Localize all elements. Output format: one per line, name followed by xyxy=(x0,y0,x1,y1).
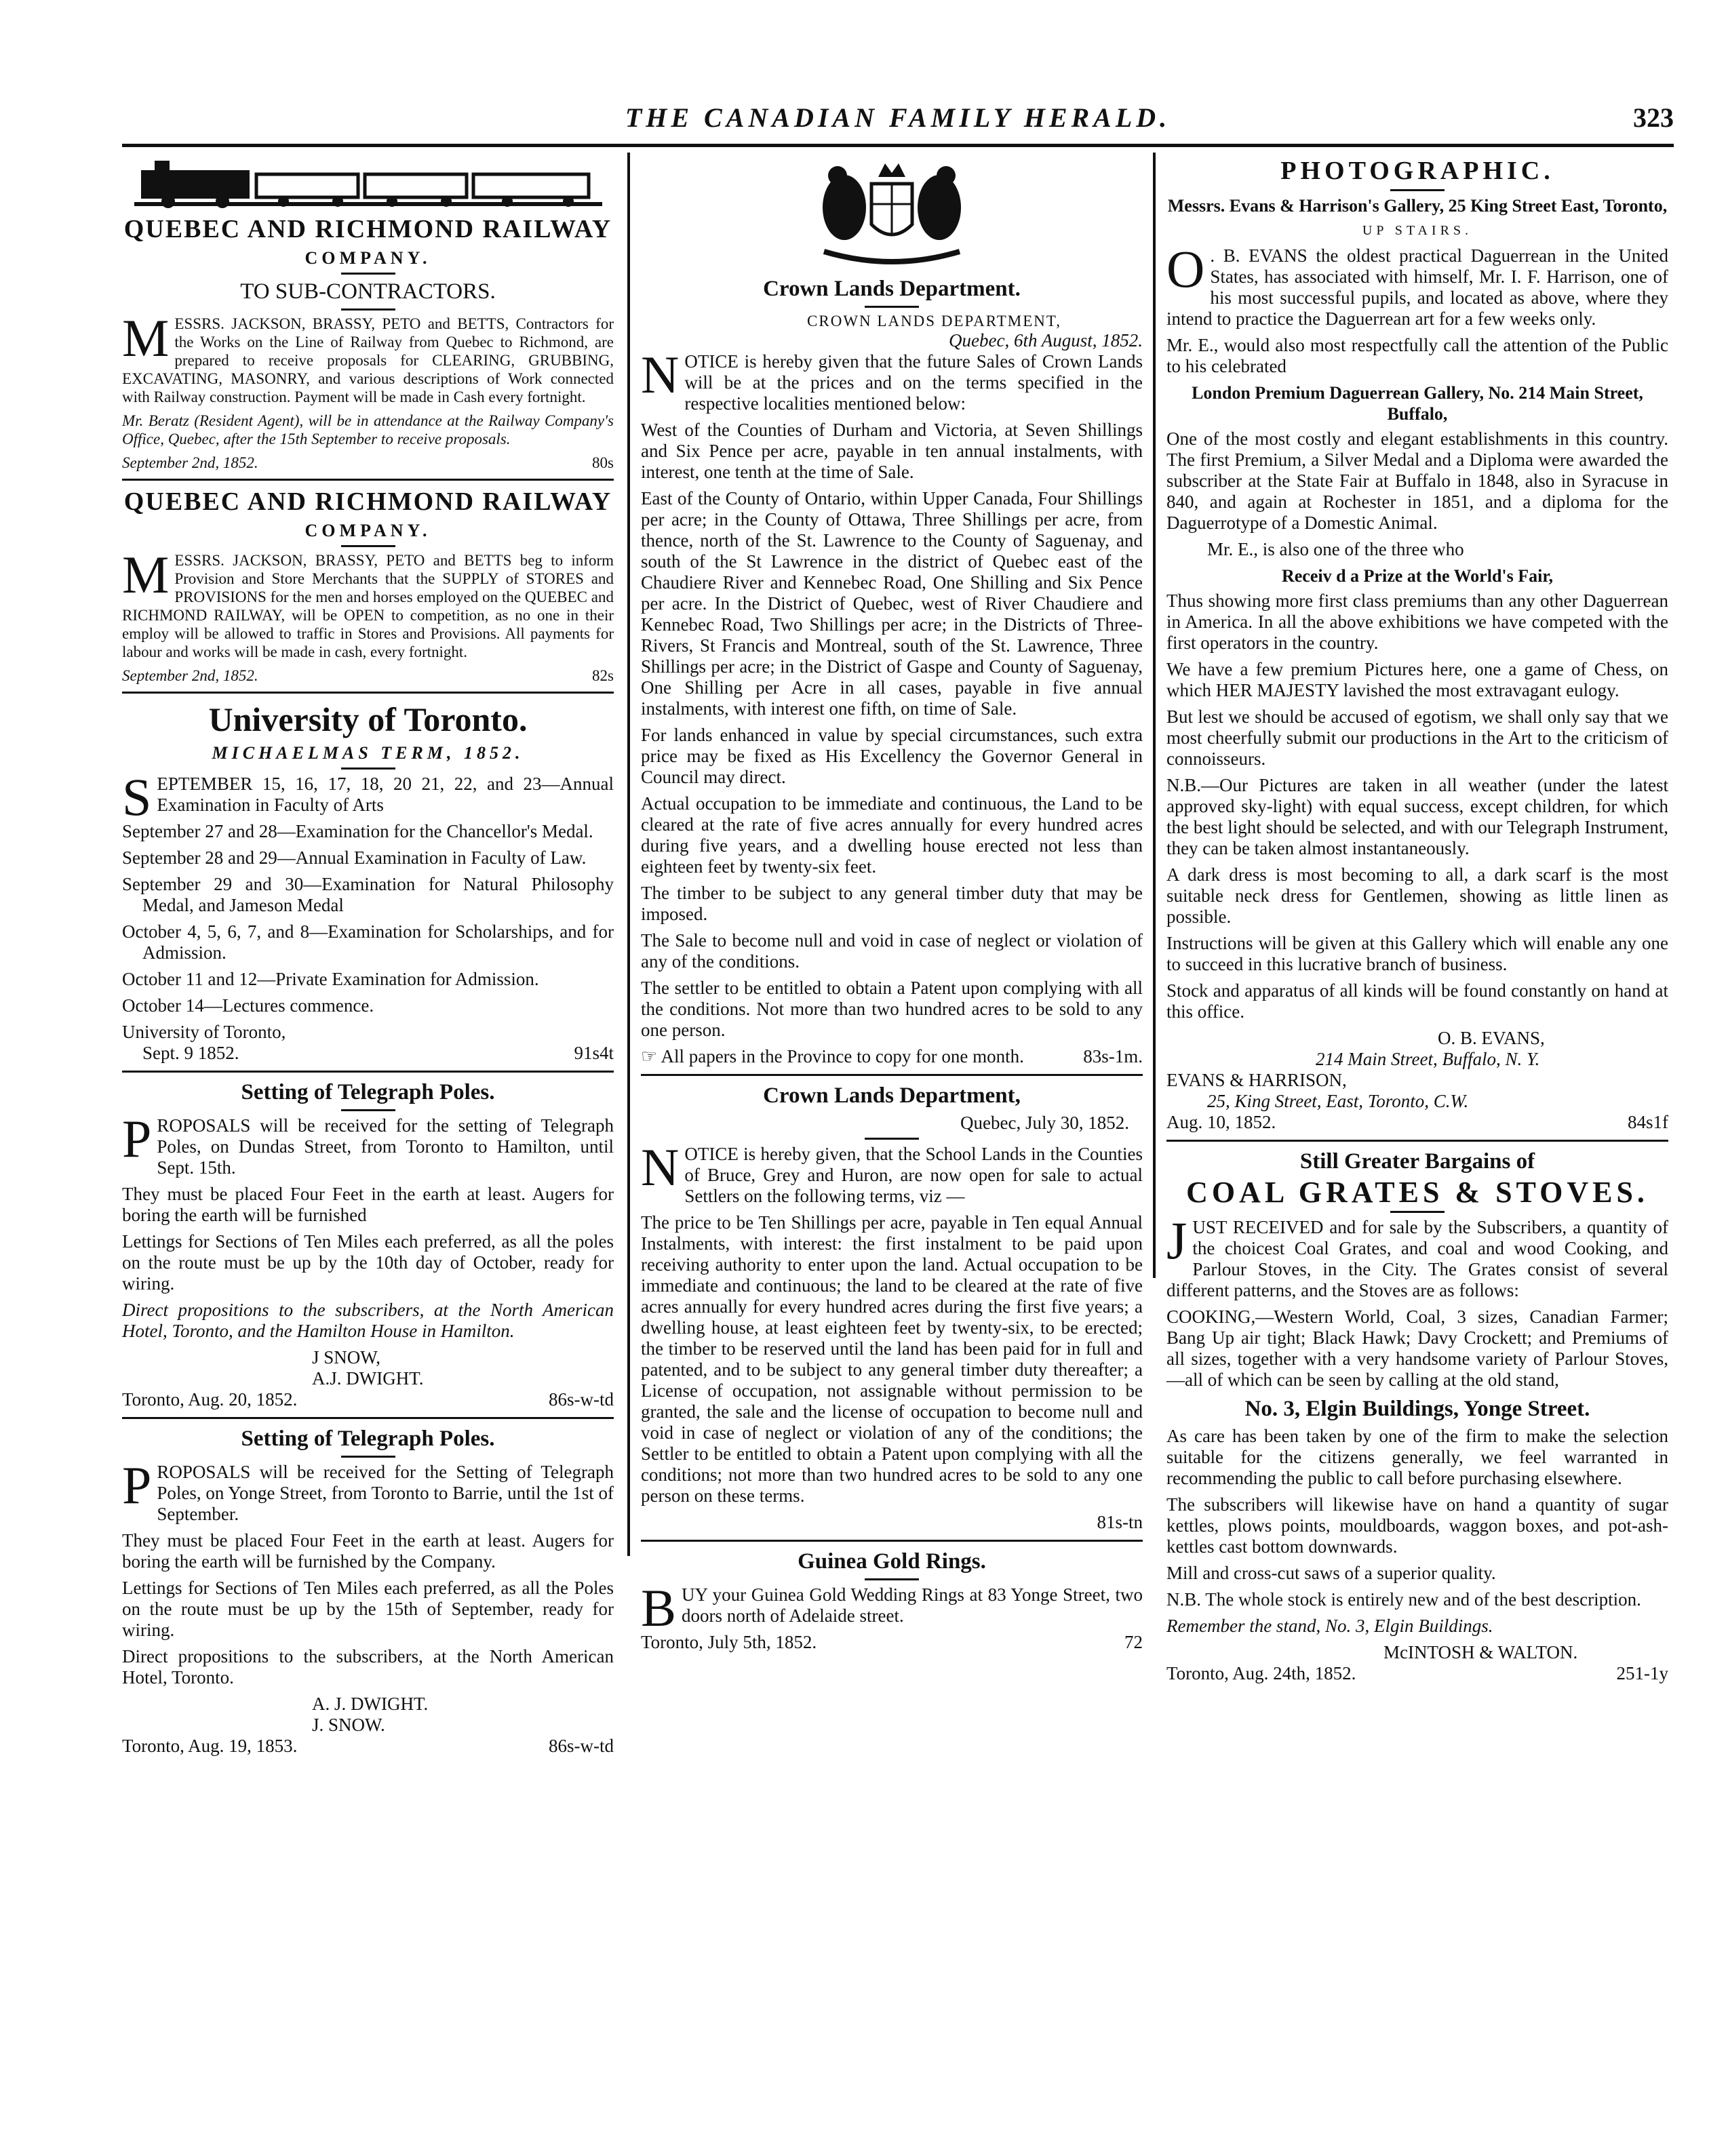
short-rule xyxy=(341,308,395,311)
photographic-para: But lest we should be accused of egotism, we shall only say that we most cheerfully submit our productions in the Art to the criticism of connoisseurs. xyxy=(1166,706,1668,769)
photographic-up-stairs: UP STAIRS. xyxy=(1362,223,1473,238)
crown-lands-1-date: Quebec, 6th August, 1852. xyxy=(949,330,1143,351)
railway-ad-2 xyxy=(122,487,614,685)
crown-lands-1-notice: OTICE is hereby given that the future Sales of Crown Lands will be at the prices and on the terms specified in the respective localities mentioned below: xyxy=(684,351,1143,414)
photographic-date: Aug. 10, 1852. xyxy=(1166,1112,1276,1132)
photographic-signer: O. B. EVANS, xyxy=(1438,1028,1545,1048)
photographic-code: 84s1f xyxy=(1628,1112,1668,1132)
royal-coat-of-arms-illustration xyxy=(797,157,987,272)
photographic-para: We have a few premium Pictures here, one a game of Chess, on which HER MAJESTY lavished the most extravagant eulogy. xyxy=(1166,659,1668,700)
separator xyxy=(641,1540,1143,1542)
telegraph-ad-2-body: ROPOSALS will be received for the Setting of Telegraph Poles, on Yonge Street, from Toronto to Barrie, until the 1st of September. xyxy=(157,1462,614,1524)
railway-ad-1 xyxy=(122,157,614,472)
crown-lands-2-notice: OTICE is hereby given, that the School Lands in the Counties of Bruce, Grey and Huron, are now open for sale to actual Settlers on the following terms, viz — xyxy=(684,1144,1143,1206)
column-3 xyxy=(1166,153,1668,1712)
gold-rings-body: UY your Guinea Gold Wedding Rings at 83 Yonge Street, two doors north of Adelaide street. xyxy=(682,1584,1143,1626)
short-rule xyxy=(865,1578,919,1580)
photographic-para: Mr. E., would also most respectfully call the attention of the Public to his celebrated xyxy=(1166,335,1668,376)
coal-grates-reminder: Remember the stand, No. 3, Elgin Buildings. xyxy=(1166,1616,1493,1636)
telegraph-ad-1-para: Direct propositions to the subscribers, at the North American Hotel, Toronto, and the Hamilton House in Hamilton. xyxy=(122,1300,614,1341)
coal-grates-heading: COAL GRATES & STOVES. xyxy=(1186,1176,1649,1209)
drop-cap: B xyxy=(641,1578,677,1637)
photographic-firm: EVANS & HARRISON, xyxy=(1166,1070,1347,1090)
telegraph-ad-2 xyxy=(122,1426,614,1757)
drop-cap: M xyxy=(122,545,170,604)
crown-lands-1-para: For lands enhanced in value by special circumstances, such extra price may be fixed as His Excellency the Governor General in Council may direct. xyxy=(641,725,1143,787)
crown-lands-ad-2 xyxy=(641,1083,1143,1533)
masthead-title: THE CANADIAN FAMILY HERALD. xyxy=(625,102,1171,133)
short-rule xyxy=(341,545,395,547)
crown-lands-1-para: The settler to be entitled to obtain a Patent upon complying with all the conditions. Not more than two hundred acres to be sold to any one person. xyxy=(641,978,1143,1040)
drop-cap: P xyxy=(122,1456,152,1515)
coal-grates-signer: McINTOSH & WALTON. xyxy=(1383,1642,1578,1662)
crown-lands-1-para: The timber to be subject to any general timber duty that may be imposed. xyxy=(641,883,1143,924)
short-rule xyxy=(1390,1211,1445,1213)
university-signature: University of Toronto, xyxy=(122,1022,286,1042)
telegraph-ad-1-signer: J SNOW, xyxy=(312,1347,381,1368)
telegraph-ad-2-code: 86s-w-td xyxy=(549,1736,614,1756)
telegraph-ad-2-signer: A. J. DWIGHT. xyxy=(312,1694,429,1714)
crown-lands-2-code: 81s-tn xyxy=(1097,1512,1143,1532)
column-1 xyxy=(122,153,614,1756)
gold-rings-ad xyxy=(641,1549,1143,1653)
coal-grates-code: 251-1y xyxy=(1616,1663,1668,1683)
separator xyxy=(122,1417,614,1419)
telegraph-ad-1-signer: A.J. DWIGHT. xyxy=(312,1368,424,1389)
crown-lands-2-date: Quebec, July 30, 1852. xyxy=(960,1113,1129,1133)
photographic-firm-address: 25, King Street, East, Toronto, C.W. xyxy=(1207,1091,1469,1111)
telegraph-ad-1-code: 86s-w-td xyxy=(549,1389,614,1410)
separator xyxy=(122,692,614,694)
telegraph-ad-1-para: Lettings for Sections of Ten Miles each preferred, as all the poles on the route must be up by the 10th day of October, ready for wiring. xyxy=(122,1231,614,1294)
coal-grates-address: No. 3, Elgin Buildings, Yonge Street. xyxy=(1244,1397,1590,1421)
drop-cap: N xyxy=(641,1138,680,1197)
university-item: September 27 and 28—Examination for the Chancellor's Medal. xyxy=(122,821,593,841)
railway-ad-1-heading: QUEBEC AND RICHMOND RAILWAY xyxy=(123,215,612,243)
coal-grates-date: Toronto, Aug. 24th, 1852. xyxy=(1166,1663,1356,1683)
column-2 xyxy=(641,153,1143,1712)
page-number: 323 xyxy=(1633,102,1674,133)
crown-lands-1-note: ☞ All papers in the Province to copy for one month. xyxy=(641,1046,1024,1066)
university-item: October 4, 5, 6, 7, and 8—Examination for Scholarships, and for Admission. xyxy=(122,921,614,963)
short-rule xyxy=(341,767,395,770)
railway-ad-1-note: Mr. Beratz (Resident Agent), will be in attendance at the Railway Company's Office, Quebec, after the 15th September to receive proposals. xyxy=(122,412,614,447)
separator xyxy=(641,1074,1143,1076)
railway-ad-2-code: 82s xyxy=(592,667,614,684)
short-rule xyxy=(865,1138,919,1140)
drop-cap: P xyxy=(122,1109,152,1168)
drop-cap: O xyxy=(1166,239,1205,298)
telegraph-ad-1-body: ROPOSALS will be received for the setting of Telegraph Poles, on Dundas Street, from Toronto to Hamilton, until Sept. 15th. xyxy=(157,1115,614,1178)
university-heading: University of Toronto. xyxy=(208,700,528,738)
telegraph-ad-1-date: Toronto, Aug. 20, 1852. xyxy=(122,1389,298,1410)
photographic-gallery-address: Messrs. Evans & Harrison's Gallery, 25 King Street East, Toronto, xyxy=(1167,196,1668,216)
coal-grates-para: N.B. The whole stock is entirely new and of the best description. xyxy=(1166,1589,1641,1610)
gold-rings-heading: Guinea Gold Rings. xyxy=(798,1549,986,1574)
separator xyxy=(1166,1140,1668,1142)
photographic-para: Instructions will be given at this Gallery which will enable any one to succeed in this lucrative branch of business. xyxy=(1166,933,1668,974)
telegraph-ad-2-para: They must be placed Four Feet in the earth at least. Augers for boring the earth will be furnished by the Company. xyxy=(122,1530,614,1572)
drop-cap: N xyxy=(641,345,680,404)
photographic-prize: Receiv d a Prize at the World's Fair, xyxy=(1281,566,1554,586)
university-code: 91s4t xyxy=(574,1043,614,1063)
railway-ad-2-subheading: COMPANY. xyxy=(305,521,431,540)
coal-grates-intro: UST RECEIVED and for sale by the Subscribers, a quantity of the choicest Coal Grates, and coal and wood Cooking, and Parlour Stoves, in the City. The Grates consist of several different patterns, and the Stoves are as follows: xyxy=(1166,1217,1668,1300)
crown-lands-1-para: East of the County of Ontario, within Upper Canada, Four Shillings per acre; in the County of Ottawa, Three Shillings per acre, from thence, north of the St. Lawrence to the County of Saguenay, and south of the St Lawrence in the district of Quebec east of the Chaudiere River and Kennebec Road, One Shilling and Six Pence per acre. In the District of Quebec, west of River Chaudiere and Kennebec Road, Two Shillings per acre; in the Districts of Three-Rivers, St Francis and Montreal, south of the St. Lawrence, Three Shillings per acre; in the District of Gaspe and County of Saguenay, One Shilling per Acre in all cases, payable in five annual instalments, with interest one fifth, on time of Sale. xyxy=(641,488,1143,719)
separator xyxy=(122,479,614,481)
university-date: Sept. 9 1852. xyxy=(142,1043,239,1063)
telegraph-ad-1 xyxy=(122,1079,614,1410)
short-rule xyxy=(341,1109,395,1111)
photographic-para: N.B.—Our Pictures are taken in all weather (under the latest approved sky-light) with equal success, except children, for which the best light should be selected, and with our Telegraph Instrument, they can be taken almost instantaneously. xyxy=(1166,775,1668,858)
university-item: October 14—Lectures commence. xyxy=(122,995,374,1016)
drop-cap: J xyxy=(1166,1211,1187,1270)
photographic-para: Thus showing more first class premiums than any other Daguerrean in America. In all the above exhibitions we have competed with the first operators in the country. xyxy=(1166,591,1668,653)
railway-ad-1-title: TO SUB-CONTRACTORS. xyxy=(240,279,496,304)
photographic-para: A dark dress is most becoming to all, a dark scarf is the most suitable neck dress for Gentlemen, showing as little linen as possible. xyxy=(1166,864,1668,927)
column-divider-1 xyxy=(627,153,630,1556)
railway-ad-1-date: September 2nd, 1852. xyxy=(122,454,258,471)
railway-ad-2-heading: QUEBEC AND RICHMOND RAILWAY xyxy=(123,487,612,516)
university-item: October 11 and 12—Private Examination for Admission. xyxy=(122,969,539,989)
railway-ad-2-body: ESSRS. JACKSON, BRASSY, PETO and BETTS beg to inform Provision and Store Merchants that the SUPPLY of STORES and PROVISIONS for the men and horses employed on the QUEBEC and RICHMOND RAILWAY, will be OPEN to competition, as no one in their employ will be allowed to traffic in Stores and Provisions. All payments for labour and works will be made in cash, every fortnight. xyxy=(122,552,614,660)
short-rule xyxy=(341,1456,395,1458)
photographic-premium-gallery: London Premium Daguerrean Gallery, No. 214 Main Street, Buffalo, xyxy=(1192,383,1643,424)
university-lead: EPTEMBER 15, 16, 17, 18, 20 21, 22, and 23—Annual Examination in Faculty of Arts xyxy=(157,774,614,815)
crown-lands-1-para: West of the Counties of Durham and Victoria, at Seven Shillings and Six Pence per acre, payable in ten annual instalments, with interest, one tenth at the time of Sale. xyxy=(641,420,1143,482)
telegraph-ad-2-signer: J. SNOW. xyxy=(312,1715,385,1735)
university-ad xyxy=(122,700,614,1064)
coal-grates-subheading: Still Greater Bargains of xyxy=(1299,1149,1535,1174)
railway-ad-1-subheading: COMPANY. xyxy=(305,248,431,268)
telegraph-ad-2-para: Direct propositions to the subscribers, at the North American Hotel, Toronto. xyxy=(122,1646,614,1688)
photographic-ad xyxy=(1166,157,1668,1133)
university-term: MICHAELMAS TERM, 1852. xyxy=(212,743,524,763)
drop-cap: M xyxy=(122,308,170,367)
short-rule xyxy=(341,273,395,275)
photographic-para: One of the most costly and elegant establishments in this country. The first Premium, a Silver Medal and a Diploma were awarded the subscriber at the State Fair at Buffalo in 1848, also in Syracuse in 840, and again at Rochester in 1851, and a diploma for the Daguerrotype of a Domestic Animal. xyxy=(1166,428,1668,533)
telegraph-ad-1-heading: Setting of Telegraph Poles. xyxy=(241,1080,495,1104)
crown-lands-1-para: The Sale to become null and void in case of neglect or violation of any of the conditions. xyxy=(641,930,1143,972)
crown-lands-ad-1 xyxy=(641,276,1143,1067)
telegraph-ad-2-date: Toronto, Aug. 19, 1853. xyxy=(122,1736,298,1756)
coal-grates-para: The subscribers will likewise have on hand a quantity of sugar kettles, plows points, mouldboards, waggon boxes, and pot-ash-kettles cast bottom downwards. xyxy=(1166,1494,1668,1557)
coal-grates-para: COOKING,—Western World, Coal, 3 sizes, Canadian Farmer; Bang Up air tight; Black Hawk; Davy Crockett; and Premiums of all sizes, together with a very handsome variety of Parlour Stoves,—all of which can be seen by calling at the old stand, xyxy=(1166,1306,1668,1390)
telegraph-ad-2-para: Lettings for Sections of Ten Miles each preferred, as all the Poles on the route must be up by the 15th of September, ready for wiring. xyxy=(122,1578,614,1640)
gold-rings-code: 72 xyxy=(1124,1632,1143,1652)
photographic-intro: . B. EVANS the oldest practical Daguerrean in the United States, has associated with himself, Mr. I. F. Harrison, one of his most successful pupils, and located as above, where they intend to practice the Daguerrean art for a few weeks only. xyxy=(1166,245,1668,329)
railway-ad-2-date: September 2nd, 1852. xyxy=(122,667,258,684)
separator xyxy=(122,1071,614,1073)
coal-grates-ad xyxy=(1166,1149,1668,1684)
telegraph-ad-1-para: They must be placed Four Feet in the earth at least. Augers for boring the earth will be furnished xyxy=(122,1184,614,1225)
crown-lands-1-code: 83s-1m. xyxy=(1083,1046,1143,1066)
photographic-para: Stock and apparatus of all kinds will be found constantly on hand at this office. xyxy=(1166,980,1668,1022)
column-divider-2 xyxy=(1153,153,1156,1278)
crown-lands-2-heading: Crown Lands Department, xyxy=(763,1083,1021,1108)
railway-ad-1-body: ESSRS. JACKSON, BRASSY, PETO and BETTS, Contractors for the Works on the Line of Railway from Quebec to Richmond, are prepared to receive proposals for CLEARING, GRUBBING, EXCAVATING, MASONRY, and various descriptions of Work connected with Railway construction. Payment will be made in Cash every fortnight. xyxy=(122,315,614,405)
crown-lands-1-para: Actual occupation to be immediate and continuous, the Land to be cleared at the rate of five acres annually for every hundred acres during five years, and a dwelling house erected not less than eighteen feet by twenty-six feet. xyxy=(641,793,1143,877)
masthead xyxy=(122,102,1674,142)
photographic-signer-address: 214 Main Street, Buffalo, N. Y. xyxy=(1316,1049,1540,1069)
gold-rings-date: Toronto, July 5th, 1852. xyxy=(641,1632,817,1652)
drop-cap: S xyxy=(122,767,152,826)
photographic-para: Mr. E., is also one of the three who xyxy=(1207,539,1464,559)
short-rule xyxy=(1390,189,1445,191)
crown-lands-2-para: The price to be Ten Shillings per acre, payable in Ten equal Annual Instalments, with interest: the first instalment to be paid upon receiving authority to enter upon the land. Actual occupation to be immediate and continuous; the land to be cleared at the rate of five acres annually for every hundred acres during the first five years; a dwelling house, at least eighteen feet by twenty-six, to be erected; the timber to be reserved until the land has been paid for in full and patented, and to be subject to any general timber duty thereafter; a License of occupation, not assignable without permission to be granted, the sale and the license of occupation to become null and void in case of neglect or violation of any of the conditions; the Settler to be entitled to obtain a Patent upon complying with all the conditions; not more than two hundred acres to be sold to any one person on these terms. xyxy=(641,1212,1143,1506)
crown-lands-1-heading: Crown Lands Department. xyxy=(763,277,1021,301)
short-rule xyxy=(865,306,919,308)
locomotive-illustration xyxy=(134,157,602,211)
crown-lands-1-dept: CROWN LANDS DEPARTMENT, xyxy=(807,313,1061,330)
coal-grates-para: Mill and cross-cut saws of a superior quality. xyxy=(1166,1563,1496,1583)
university-item: September 28 and 29—Annual Examination in Faculty of Law. xyxy=(122,847,587,868)
university-item: September 29 and 30—Examination for Natural Philosophy Medal, and Jameson Medal xyxy=(122,874,614,915)
railway-ad-1-code: 80s xyxy=(592,454,614,471)
coal-grates-para: As care has been taken by one of the firm to make the selection suitable for the citizens generally, we feel warranted in recommending the public to call before purchasing elsewhere. xyxy=(1166,1426,1668,1488)
photographic-heading: PHOTOGRAPHIC. xyxy=(1280,157,1554,185)
telegraph-ad-2-heading: Setting of Telegraph Poles. xyxy=(241,1426,495,1451)
masthead-rule xyxy=(122,144,1674,151)
